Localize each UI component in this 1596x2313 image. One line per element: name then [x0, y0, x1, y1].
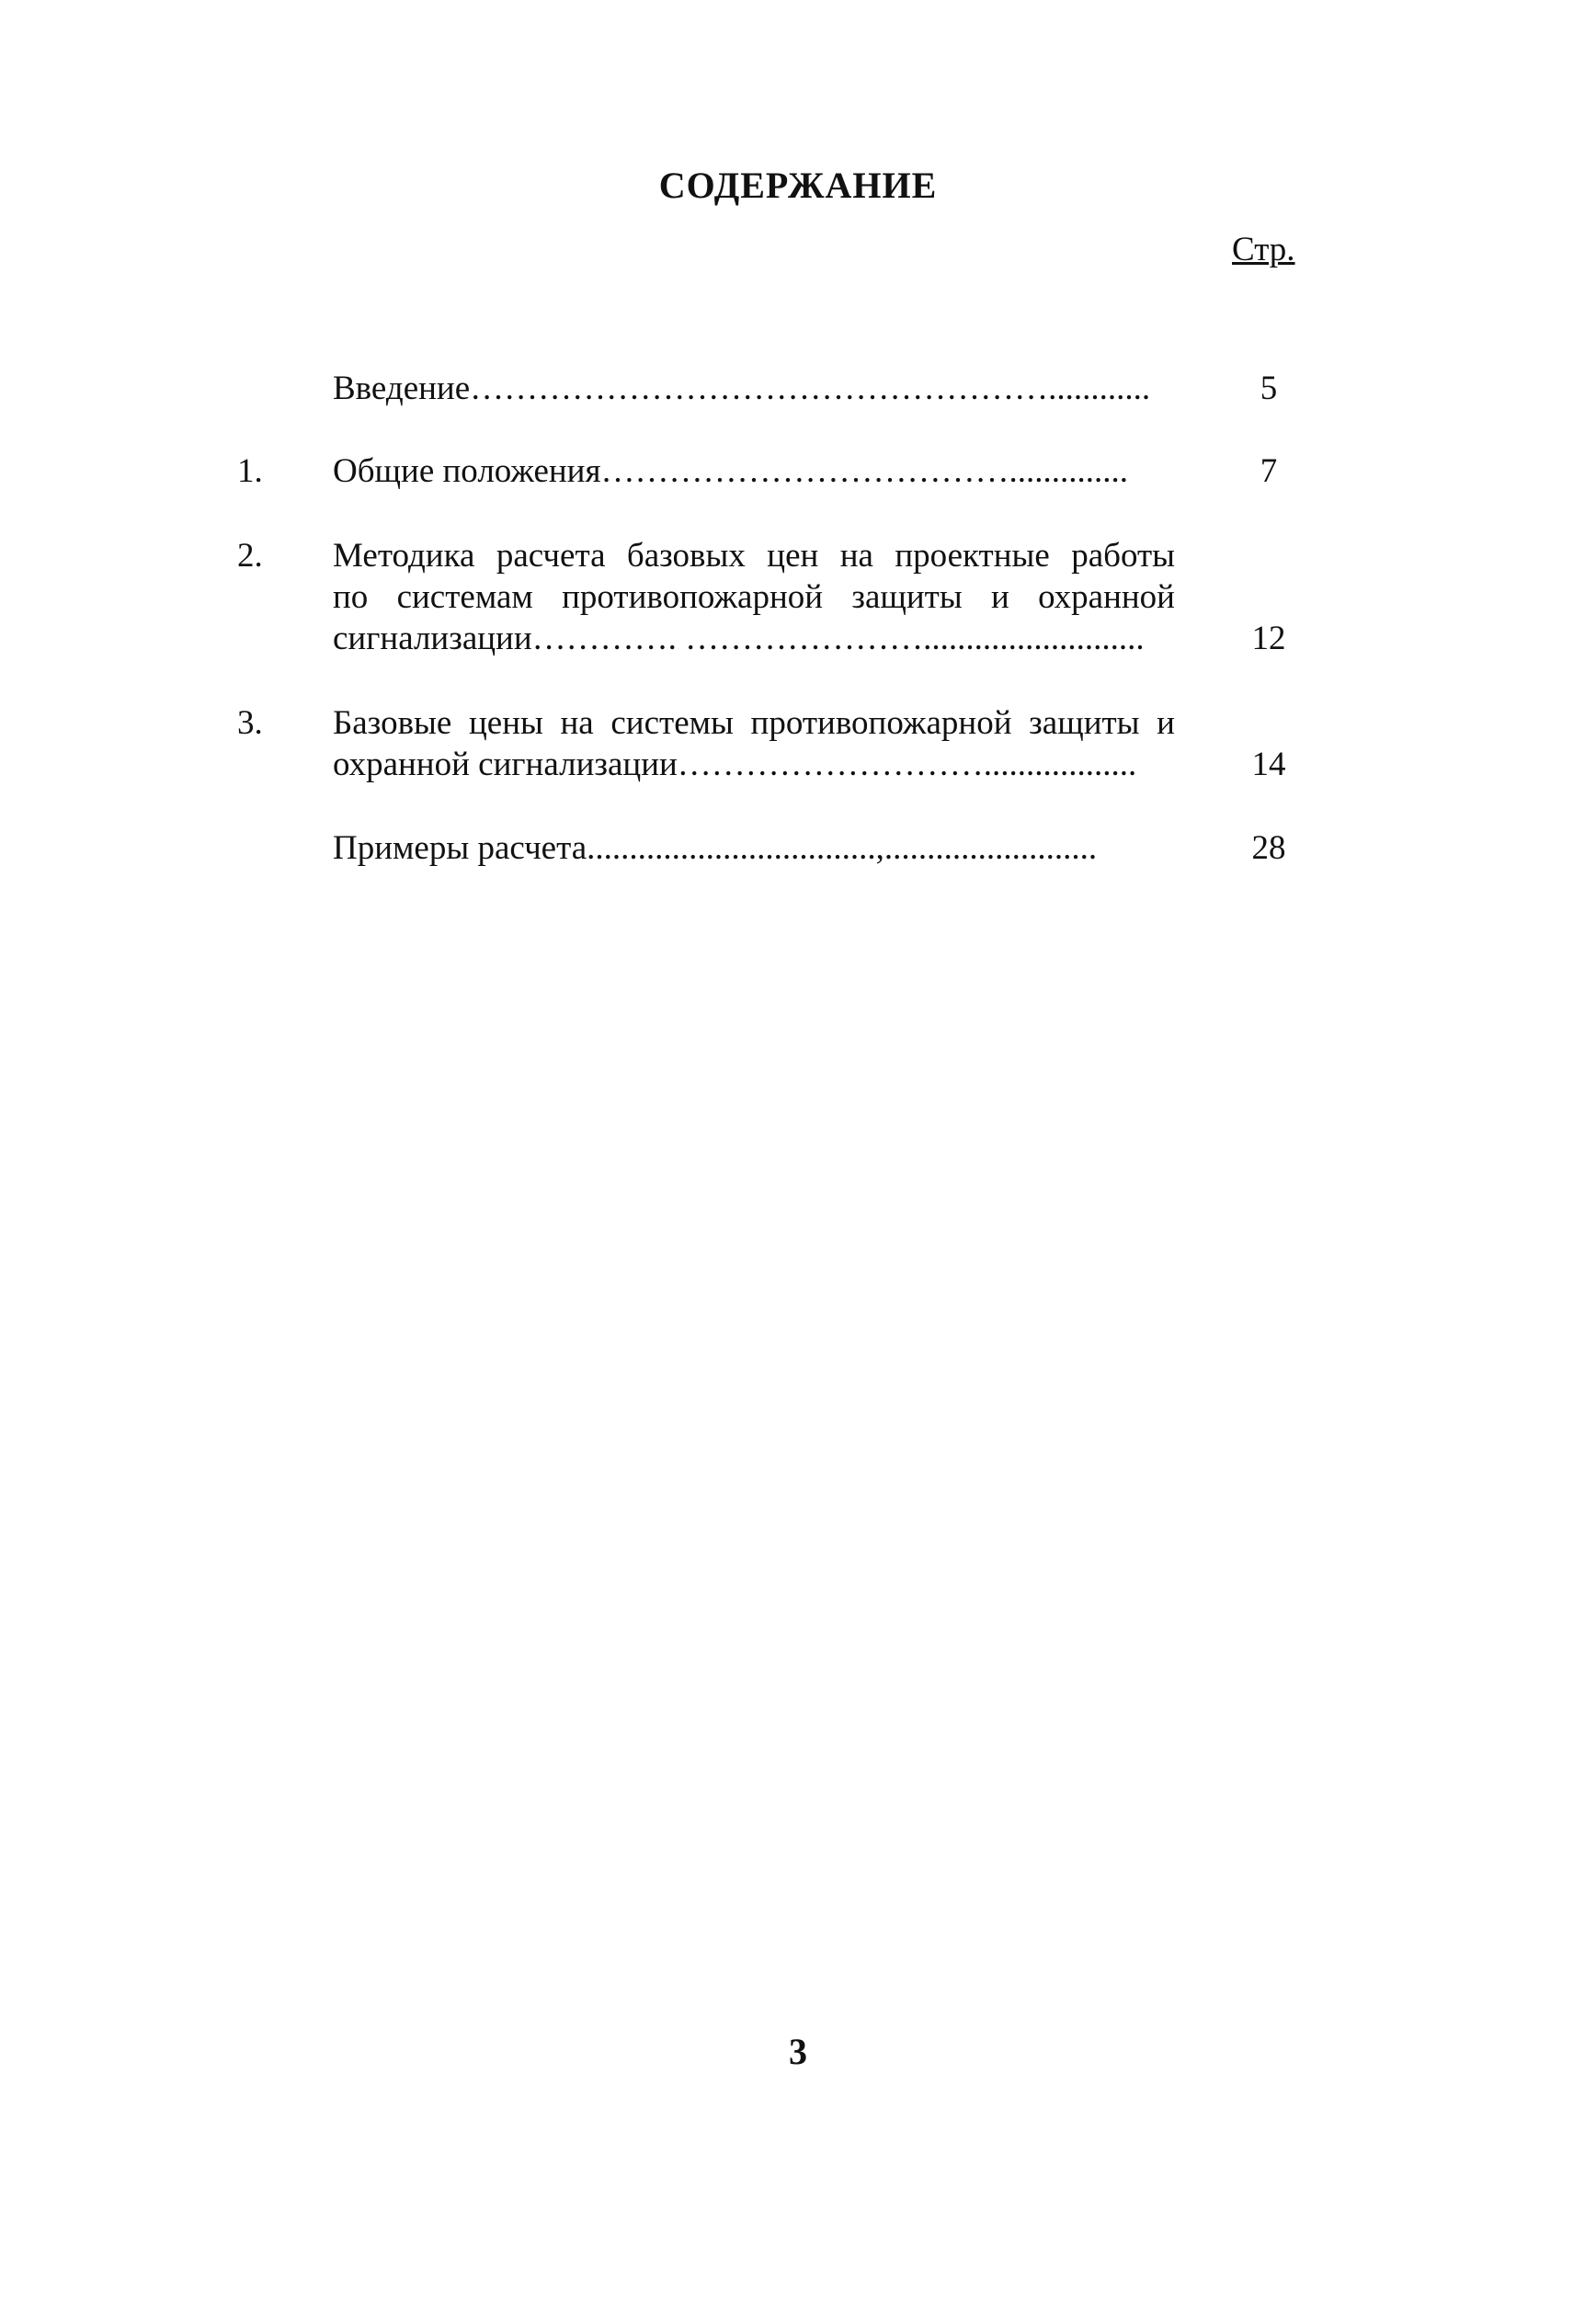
- toc-entry-number: 3.: [237, 704, 263, 742]
- toc-entry-line: охранной сигнализации………………………..................: [333, 746, 1137, 783]
- toc-entry-line: Примеры расчета..................................,.........................: [333, 829, 1098, 867]
- toc-entry-page: 12: [1251, 620, 1286, 657]
- toc-entry-text: [333, 450, 1175, 492]
- toc-entry-page: 5: [1260, 370, 1278, 407]
- toc-entry-line: сигнализации…………. …………………..........................: [333, 620, 1145, 657]
- toc-entry-page: 28: [1251, 829, 1286, 867]
- toc-entry-page: 7: [1260, 452, 1278, 490]
- toc-entry-line: Общие положения………………………………..............: [333, 452, 1128, 490]
- toc-entry-number: 1.: [237, 452, 263, 490]
- toc-entry-line: Методика расчета базовых цен на проектные работы: [333, 537, 1175, 575]
- toc-entry-number: 2.: [237, 537, 263, 575]
- toc-entry-line: Введение……………………………………………............: [333, 370, 1151, 407]
- page-column-label: Стр.: [1232, 231, 1295, 268]
- toc-entry-text: [333, 368, 1175, 409]
- page-number: 3: [789, 2031, 807, 2072]
- toc-entry-line: Базовые цены на системы противопожарной защиты и: [333, 704, 1175, 742]
- toc-entry-line: по системам противопожарной защиты и охранной: [333, 578, 1175, 616]
- toc-entry-page: 14: [1251, 746, 1286, 783]
- toc-entry-text: [333, 827, 1175, 869]
- toc-entry-text: [333, 535, 1175, 659]
- page-title: СОДЕРЖАНИЕ: [658, 165, 938, 206]
- toc-entry-text: [333, 702, 1175, 785]
